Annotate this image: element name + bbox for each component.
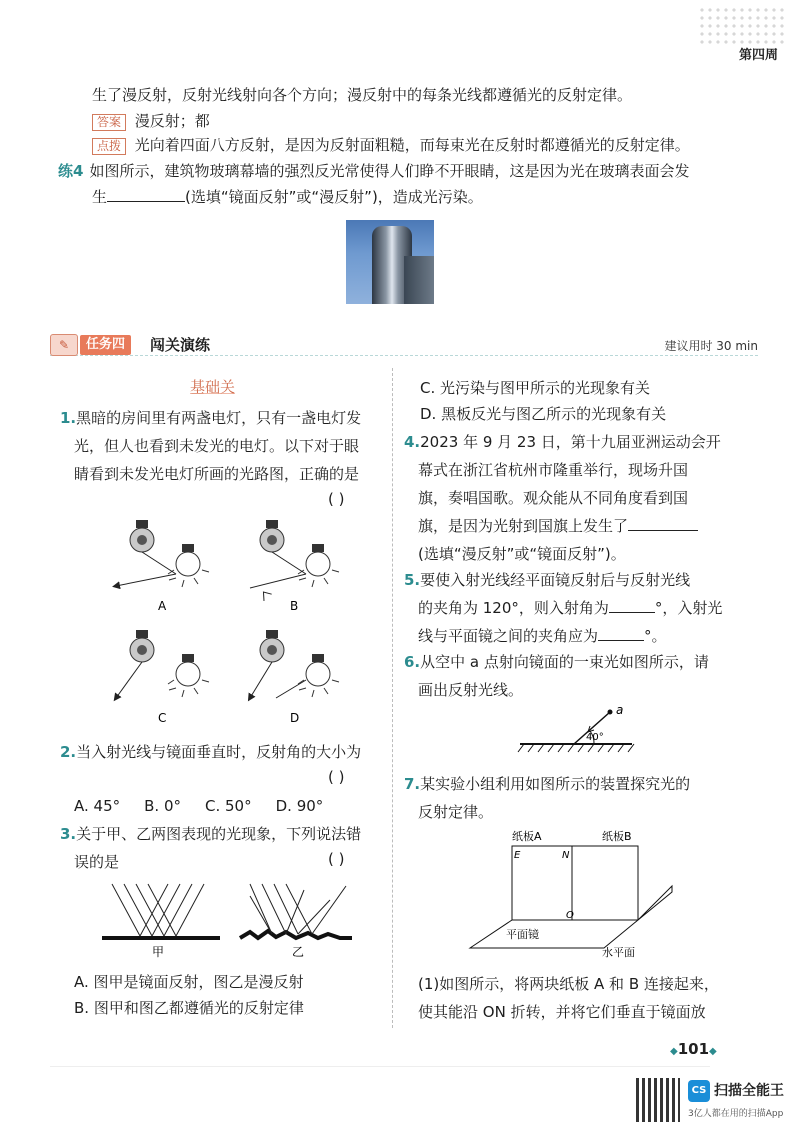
q2-line1: 当入射光线与镜面垂直时，反射角的大小为 bbox=[76, 743, 362, 761]
q7-apparatus-diagram bbox=[462, 826, 682, 960]
q2-choice-a[interactable]: A. 45° bbox=[74, 797, 121, 815]
q5-line2b: °，入射光 bbox=[654, 599, 723, 617]
q3-answer-paren[interactable]: ( ) bbox=[328, 850, 345, 868]
q2-choice-b[interactable]: B. 0° bbox=[144, 797, 181, 815]
q4-line3: 旗，奏唱国歌。观众能从不同角度看到国 bbox=[418, 489, 689, 507]
figure-right-label: 乙 bbox=[292, 945, 305, 959]
q7-part-1-line2: 使其能沿 ON 折转，并将它们垂直于镜面放 bbox=[418, 1003, 706, 1021]
q4-line1: 2023 年 9 月 23 日，第十九届亚洲运动会开 bbox=[420, 433, 721, 451]
q5-line3b: °。 bbox=[644, 627, 667, 645]
board-b-label: 纸板B bbox=[602, 830, 632, 843]
question-7 bbox=[404, 770, 690, 826]
page-number-row: ◆101◆ bbox=[670, 1040, 717, 1058]
q4-line5: (选填“漫反射”或“镜面反射”)。 bbox=[418, 545, 626, 563]
exercise-4-text2b: (选填“镜面反射”或“漫反射”)，造成光污染。 bbox=[185, 188, 483, 206]
q5-line2a: 的夹角为 120°，则入射角为 bbox=[418, 599, 609, 617]
exercise-4-text2a: 生 bbox=[92, 188, 108, 206]
q2-choice-c[interactable]: C. 50° bbox=[205, 797, 252, 815]
q7-number: 7. bbox=[404, 775, 421, 793]
carryover-line: 生了漫反射，反射光线射向各个方向；漫反射中的每条光线都遵循光的反射定律。 bbox=[92, 86, 633, 104]
q7-line2: 反射定律。 bbox=[418, 803, 494, 821]
q1-line2: 光，但人也看到未发光的电灯。以下对于眼 bbox=[74, 437, 360, 455]
task-title: 闯关演练 bbox=[150, 336, 211, 354]
tip-row bbox=[92, 134, 690, 156]
label-c: C bbox=[158, 711, 167, 725]
horizontal-plane-label: 水平面 bbox=[602, 946, 635, 959]
level-heading: 基础关 bbox=[190, 378, 236, 396]
week-label: 第四周 bbox=[738, 48, 778, 63]
q3-reflection-figures bbox=[100, 876, 360, 962]
q3-option-b[interactable]: B. 图甲和图乙都遵循光的反射定律 bbox=[74, 999, 304, 1017]
q4-number: 4. bbox=[404, 433, 421, 451]
label-a: A bbox=[158, 599, 167, 613]
exercise-4-line1 bbox=[58, 160, 689, 182]
q3-option-a[interactable]: A. 图甲是镜面反射，图乙是漫反射 bbox=[74, 973, 304, 991]
q6-number: 6. bbox=[404, 653, 421, 671]
q6-line2: 画出反射光线。 bbox=[418, 681, 524, 699]
q3-option-c[interactable]: C. 光污染与图甲所示的光现象有关 bbox=[420, 379, 651, 397]
answer-row bbox=[92, 110, 210, 132]
q2-answer-paren[interactable]: ( ) bbox=[328, 768, 345, 786]
angle-label: 40° bbox=[586, 732, 604, 743]
answer-text: 漫反射；都 bbox=[134, 112, 210, 130]
q3-line2: 误的是 bbox=[74, 853, 120, 871]
q4-line4: 旗，是因为光射到国旗上发生了 bbox=[418, 517, 629, 535]
question-1 bbox=[60, 404, 361, 488]
q2-choice-d[interactable]: D. 90° bbox=[275, 797, 324, 815]
figure-specular bbox=[102, 884, 220, 959]
glass-building-photo bbox=[346, 220, 434, 304]
q1-answer-paren[interactable]: ( ) bbox=[328, 490, 345, 508]
question-5 bbox=[404, 566, 722, 650]
exercise-4-text1: 如图所示，建筑物玻璃幕墙的强烈反光常使得人们睁不开眼睛，这是因为光在玻璃表面会发 bbox=[89, 162, 690, 180]
task-tag: 任务四 bbox=[80, 335, 131, 355]
board-a-label: 纸板A bbox=[512, 830, 542, 843]
tower-shape-2 bbox=[404, 256, 434, 304]
figure-diffuse bbox=[240, 884, 352, 959]
exercise-4-line2 bbox=[92, 186, 483, 208]
q4-blank[interactable] bbox=[628, 515, 698, 531]
q1-line1: 黑暗的房间里有两盏电灯，只有一盏电灯发 bbox=[76, 409, 362, 427]
q6-mirror-diagram bbox=[516, 700, 646, 760]
q4-line2: 幕式在浙江省杭州市隆重举行，现场升国 bbox=[418, 461, 689, 479]
qr-code bbox=[636, 1078, 680, 1122]
q1-number: 1. bbox=[60, 409, 77, 427]
q6-line1: 从空中 a 点射向镜面的一束光如图所示，请 bbox=[420, 653, 709, 671]
point-n-label: N bbox=[562, 850, 570, 861]
task-banner bbox=[50, 334, 758, 356]
corner-dot-pattern bbox=[698, 6, 786, 46]
diagram-a bbox=[116, 520, 209, 613]
column-divider bbox=[392, 368, 393, 1028]
q7-part-1-line1: (1)如图所示，将两块纸板 A 和 B 连接起来， bbox=[418, 975, 719, 993]
question-3 bbox=[60, 820, 361, 876]
scanner-app-name: 扫描全能王 bbox=[714, 1083, 784, 1099]
question-2 bbox=[60, 738, 361, 766]
mirror-label: 平面镜 bbox=[506, 928, 539, 941]
tip-tag: 点拨 bbox=[92, 138, 126, 155]
task-icon: ✎ bbox=[50, 334, 78, 356]
point-o-label: O bbox=[566, 910, 574, 921]
figure-left-label: 甲 bbox=[152, 945, 165, 959]
tip-text: 光向着四面八方反射，是因为反射面粗糙，而每束光在反射时都遵循光的反射定律。 bbox=[134, 136, 690, 154]
point-e-label: E bbox=[514, 850, 521, 861]
q5-blank-1[interactable] bbox=[609, 597, 655, 613]
q5-blank-2[interactable] bbox=[598, 625, 644, 641]
diagram-d bbox=[250, 630, 339, 725]
q1-line3: 睛看到未发光电灯所画的光路图，正确的是 bbox=[74, 465, 360, 483]
question-4 bbox=[404, 428, 721, 568]
q5-line1: 要使入射光线经平面镜反射后与反射光线 bbox=[420, 571, 691, 589]
diagram-b bbox=[250, 520, 339, 613]
question-6 bbox=[404, 648, 709, 704]
q3-line1: 关于甲、乙两图表现的光现象，下列说法错 bbox=[76, 825, 362, 843]
q2-number: 2. bbox=[60, 743, 77, 761]
exercise-label: 练4 bbox=[58, 162, 84, 180]
q1-bulb-diagrams bbox=[100, 514, 380, 734]
diagram-c bbox=[116, 630, 209, 725]
answer-blank[interactable] bbox=[107, 186, 185, 202]
q5-number: 5. bbox=[404, 571, 421, 589]
q2-choices bbox=[74, 792, 347, 820]
q7-line1: 某实验小组利用如图所示的装置探究光的 bbox=[420, 775, 691, 793]
scanner-app-logo: CS bbox=[688, 1080, 710, 1102]
answer-tag: 答案 bbox=[92, 114, 126, 131]
q3-number: 3. bbox=[60, 825, 77, 843]
q5-line3a: 线与平面镜之间的夹角应为 bbox=[418, 627, 599, 645]
label-b: B bbox=[290, 599, 299, 613]
scanner-app-slogan: 3亿人都在用的扫描App bbox=[688, 1109, 784, 1119]
page-number: 101 bbox=[677, 1040, 710, 1058]
q3-option-d[interactable]: D. 黑板反光与图乙所示的光现象有关 bbox=[420, 405, 667, 423]
label-d: D bbox=[290, 711, 300, 725]
footer-rule bbox=[50, 1066, 710, 1067]
suggested-time: 建议用时 30 min bbox=[664, 339, 758, 353]
point-a-label: a bbox=[616, 703, 624, 717]
